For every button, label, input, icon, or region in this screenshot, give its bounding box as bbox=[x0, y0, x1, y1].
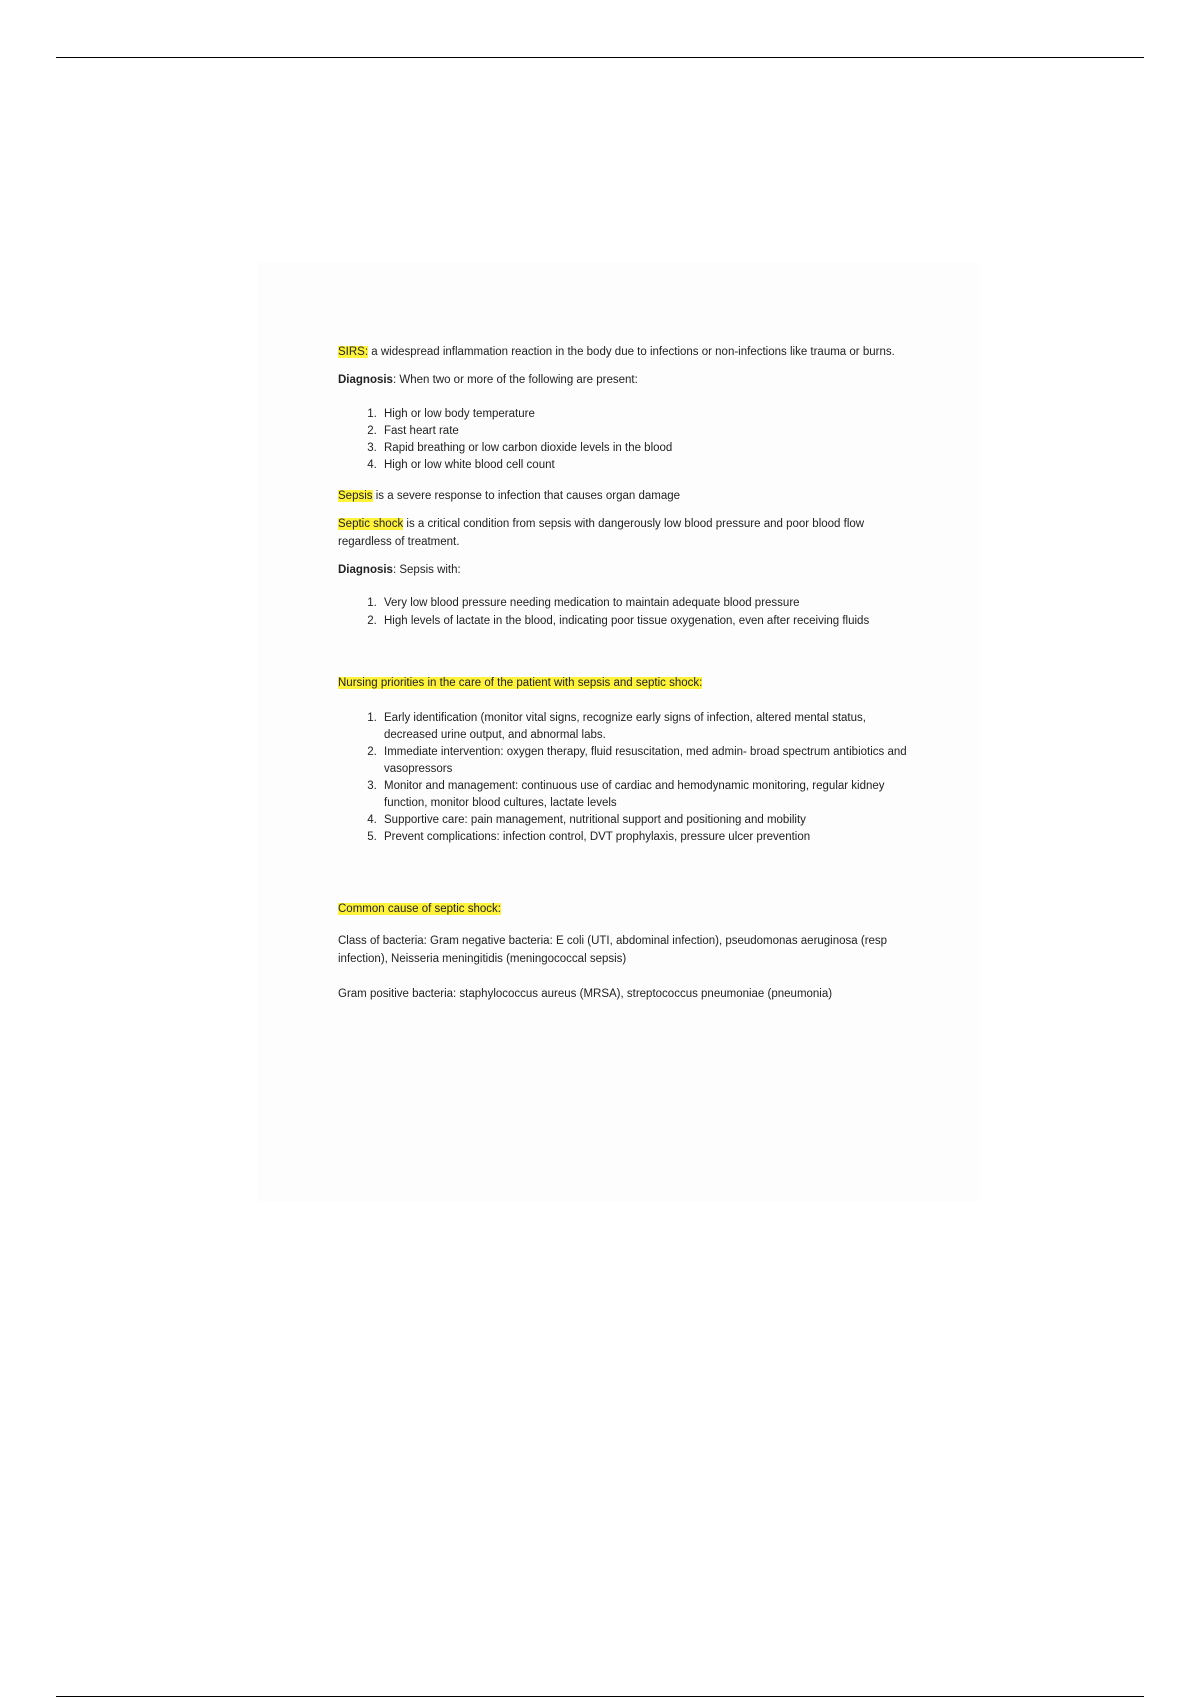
sirs-definition bbox=[338, 343, 908, 361]
list-item: 4. Supportive care: pain management, nutritional support and positioning and mobility bbox=[380, 812, 908, 829]
shock-criteria-list bbox=[338, 594, 908, 630]
diagnosis-label: Diagnosis bbox=[338, 374, 393, 386]
list-item: 3. Monitor and management: continuous use of cardiac and hemodynamic monitoring, regular kidney function, monitor blood cultures, lactate levels bbox=[380, 778, 908, 812]
list-item: 4. High or low white blood cell count bbox=[380, 457, 908, 474]
sirs-text: a widespread inflammation reaction in the body due to infections or non-infections like trauma or burns. bbox=[368, 346, 895, 358]
list-item: 1. High or low body temperature bbox=[380, 406, 908, 423]
list-item: 5. Prevent complications: infection control, DVT prophylaxis, pressure ulcer prevention bbox=[380, 829, 908, 846]
sirs-diagnosis bbox=[338, 371, 908, 389]
nursing-heading-text: Nursing priorities in the care of the patient with sepsis and septic shock: bbox=[338, 677, 703, 689]
top-rule bbox=[56, 57, 1144, 58]
gram-positive-paragraph: Gram positive bacteria: staphylococcus aureus (MRSA), streptococcus pneumoniae (pneumonia) bbox=[338, 988, 833, 1000]
shock-diagnosis bbox=[338, 561, 908, 579]
document-content bbox=[338, 343, 908, 1003]
list-item: 2. Fast heart rate bbox=[380, 423, 908, 440]
bottom-rule bbox=[56, 1696, 1144, 1697]
sepsis-definition bbox=[338, 487, 908, 505]
nursing-heading bbox=[338, 674, 908, 692]
list-item: 1. Early identification (monitor vital signs, recognize early signs of infection, altered mental status, decreased urine output, and abnormal labs. bbox=[380, 710, 908, 744]
nursing-priorities-list bbox=[338, 710, 908, 846]
sirs-term: SIRS: bbox=[338, 346, 369, 358]
sepsis-term: Sepsis bbox=[338, 490, 373, 502]
diagnosis-text: : When two or more of the following are present: bbox=[392, 374, 638, 386]
causes-heading-text: Common cause of septic shock: bbox=[338, 903, 501, 915]
list-item: 2. High levels of lactate in the blood, indicating poor tissue oxygenation, even after receiving fluids bbox=[380, 612, 908, 630]
list-item: 1. Very low blood pressure needing medication to maintain adequate blood pressure bbox=[380, 594, 908, 612]
causes-heading bbox=[338, 900, 908, 918]
septic-shock-definition bbox=[338, 515, 908, 551]
list-item: 2. Immediate intervention: oxygen therapy, fluid resuscitation, med admin- broad spectrum antibiotics and vasopressors bbox=[380, 744, 908, 778]
gram-negative-paragraph: Class of bacteria: Gram negative bacteria: E coli (UTI, abdominal infection), pseudomonas aeruginosa (resp infection), Neisseria meningitidis (meningococcal sepsis) bbox=[338, 935, 888, 965]
list-item: 3. Rapid breathing or low carbon dioxide levels in the blood bbox=[380, 440, 908, 457]
sirs-criteria-list bbox=[338, 406, 908, 474]
sepsis-text: is a severe response to infection that causes organ damage bbox=[372, 490, 681, 502]
diagnosis-text: : Sepsis with: bbox=[392, 564, 461, 576]
septic-shock-text: is a critical condition from sepsis with dangerously low blood pressure and poor blood flow regardless of treatment. bbox=[338, 518, 865, 548]
septic-shock-term: Septic shock bbox=[338, 518, 404, 530]
diagnosis-label: Diagnosis bbox=[338, 564, 393, 576]
